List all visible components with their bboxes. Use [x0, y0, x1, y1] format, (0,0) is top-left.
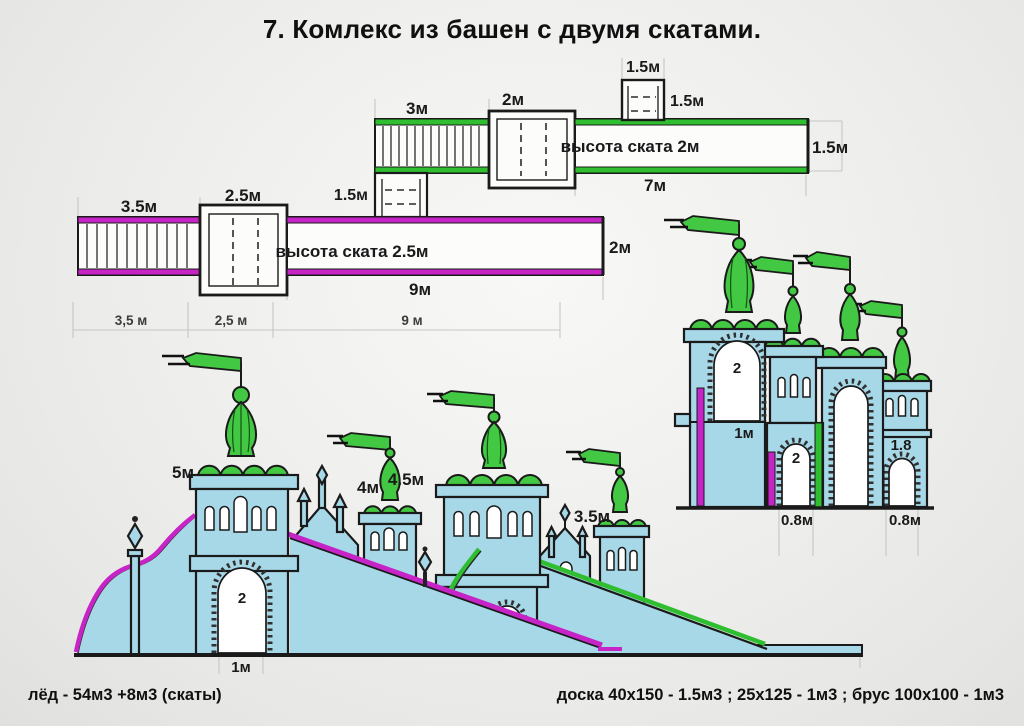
label-height-5: 5м [171, 463, 195, 482]
label-arch-2-main: 2 [237, 590, 247, 607]
page-title: 7. Комлекс из башен с двумя скатами. [262, 14, 762, 44]
plan-top-2m-slide [375, 59, 848, 195]
label-landing-top: 1.5м [625, 59, 661, 76]
dim-stairs: 3,5 м [114, 313, 148, 328]
label-arch-main: 2 [732, 360, 742, 377]
label-height-35: 3.5м [573, 507, 611, 526]
plan-bottom-25m-slide [78, 173, 631, 299]
label-stairs-length: 3м [405, 99, 429, 118]
flag-icon [806, 252, 850, 270]
label-tower-size-25: 2.5м [224, 186, 262, 205]
green-height-bar [815, 423, 822, 507]
magenta-height-bar [697, 388, 704, 506]
dim-tower: 2,5 м [214, 313, 248, 328]
flag-icon [440, 391, 494, 408]
plan-start-landing [622, 80, 664, 120]
label-slide-width: 1.5м [812, 138, 849, 157]
flag-icon [183, 353, 241, 371]
flag-icon [750, 257, 793, 274]
label-slide-length-7m: 7м [643, 176, 667, 195]
dimension-row [115, 313, 423, 328]
flag-icon [860, 301, 902, 318]
label-landing-side: 1.5м [670, 93, 705, 110]
dome-icon [785, 296, 801, 333]
lumber-note: доска 40х150 - 1.5м3 ; 25х125 - 1м3 ; брус 100х100 - 1м3 [556, 686, 1004, 704]
label-slope-note-25m: высота ската 2.5м [275, 242, 429, 261]
dome-icon [840, 294, 859, 340]
label-door-08-left: 0.8м [781, 512, 813, 529]
flag-icon [579, 449, 620, 466]
plan-ladder-25 [78, 217, 200, 275]
dome-icon [482, 422, 506, 468]
label-tower-size: 2м [501, 90, 525, 109]
label-door-08-right: 0.8м [889, 512, 921, 529]
label-slide-width-2m: 2м [609, 238, 632, 257]
dome-icon [612, 476, 628, 512]
dim-slide: 9 м [401, 313, 423, 328]
label-door-width-1m: 1м [231, 659, 251, 676]
label-height-45: 4.5м [387, 470, 425, 489]
towers-front-view [664, 216, 934, 529]
plan-connector [375, 173, 427, 217]
label-connector-size: 1.5м [333, 187, 368, 204]
ice-volume-note: лёд - 54м3 +8м3 (скаты) [28, 686, 222, 704]
flag-icon [681, 216, 739, 235]
plan-ladder [375, 119, 489, 173]
label-arch-height-18: 1.8 [890, 437, 912, 454]
label-stairs-length-35: 3.5м [120, 197, 158, 216]
label-slide-length-9m: 9м [408, 280, 432, 299]
plan-tower-footprint-25 [200, 205, 287, 295]
label-slope-note-2m: высота ската 2м [560, 137, 700, 156]
label-platform-1m: 1м [734, 425, 754, 442]
lamp-post-left [128, 516, 142, 655]
magenta-height-bar [768, 452, 775, 506]
label-height-4: 4м [356, 478, 380, 497]
flag-icon [340, 433, 390, 450]
label-arch-2: 2 [791, 450, 801, 467]
